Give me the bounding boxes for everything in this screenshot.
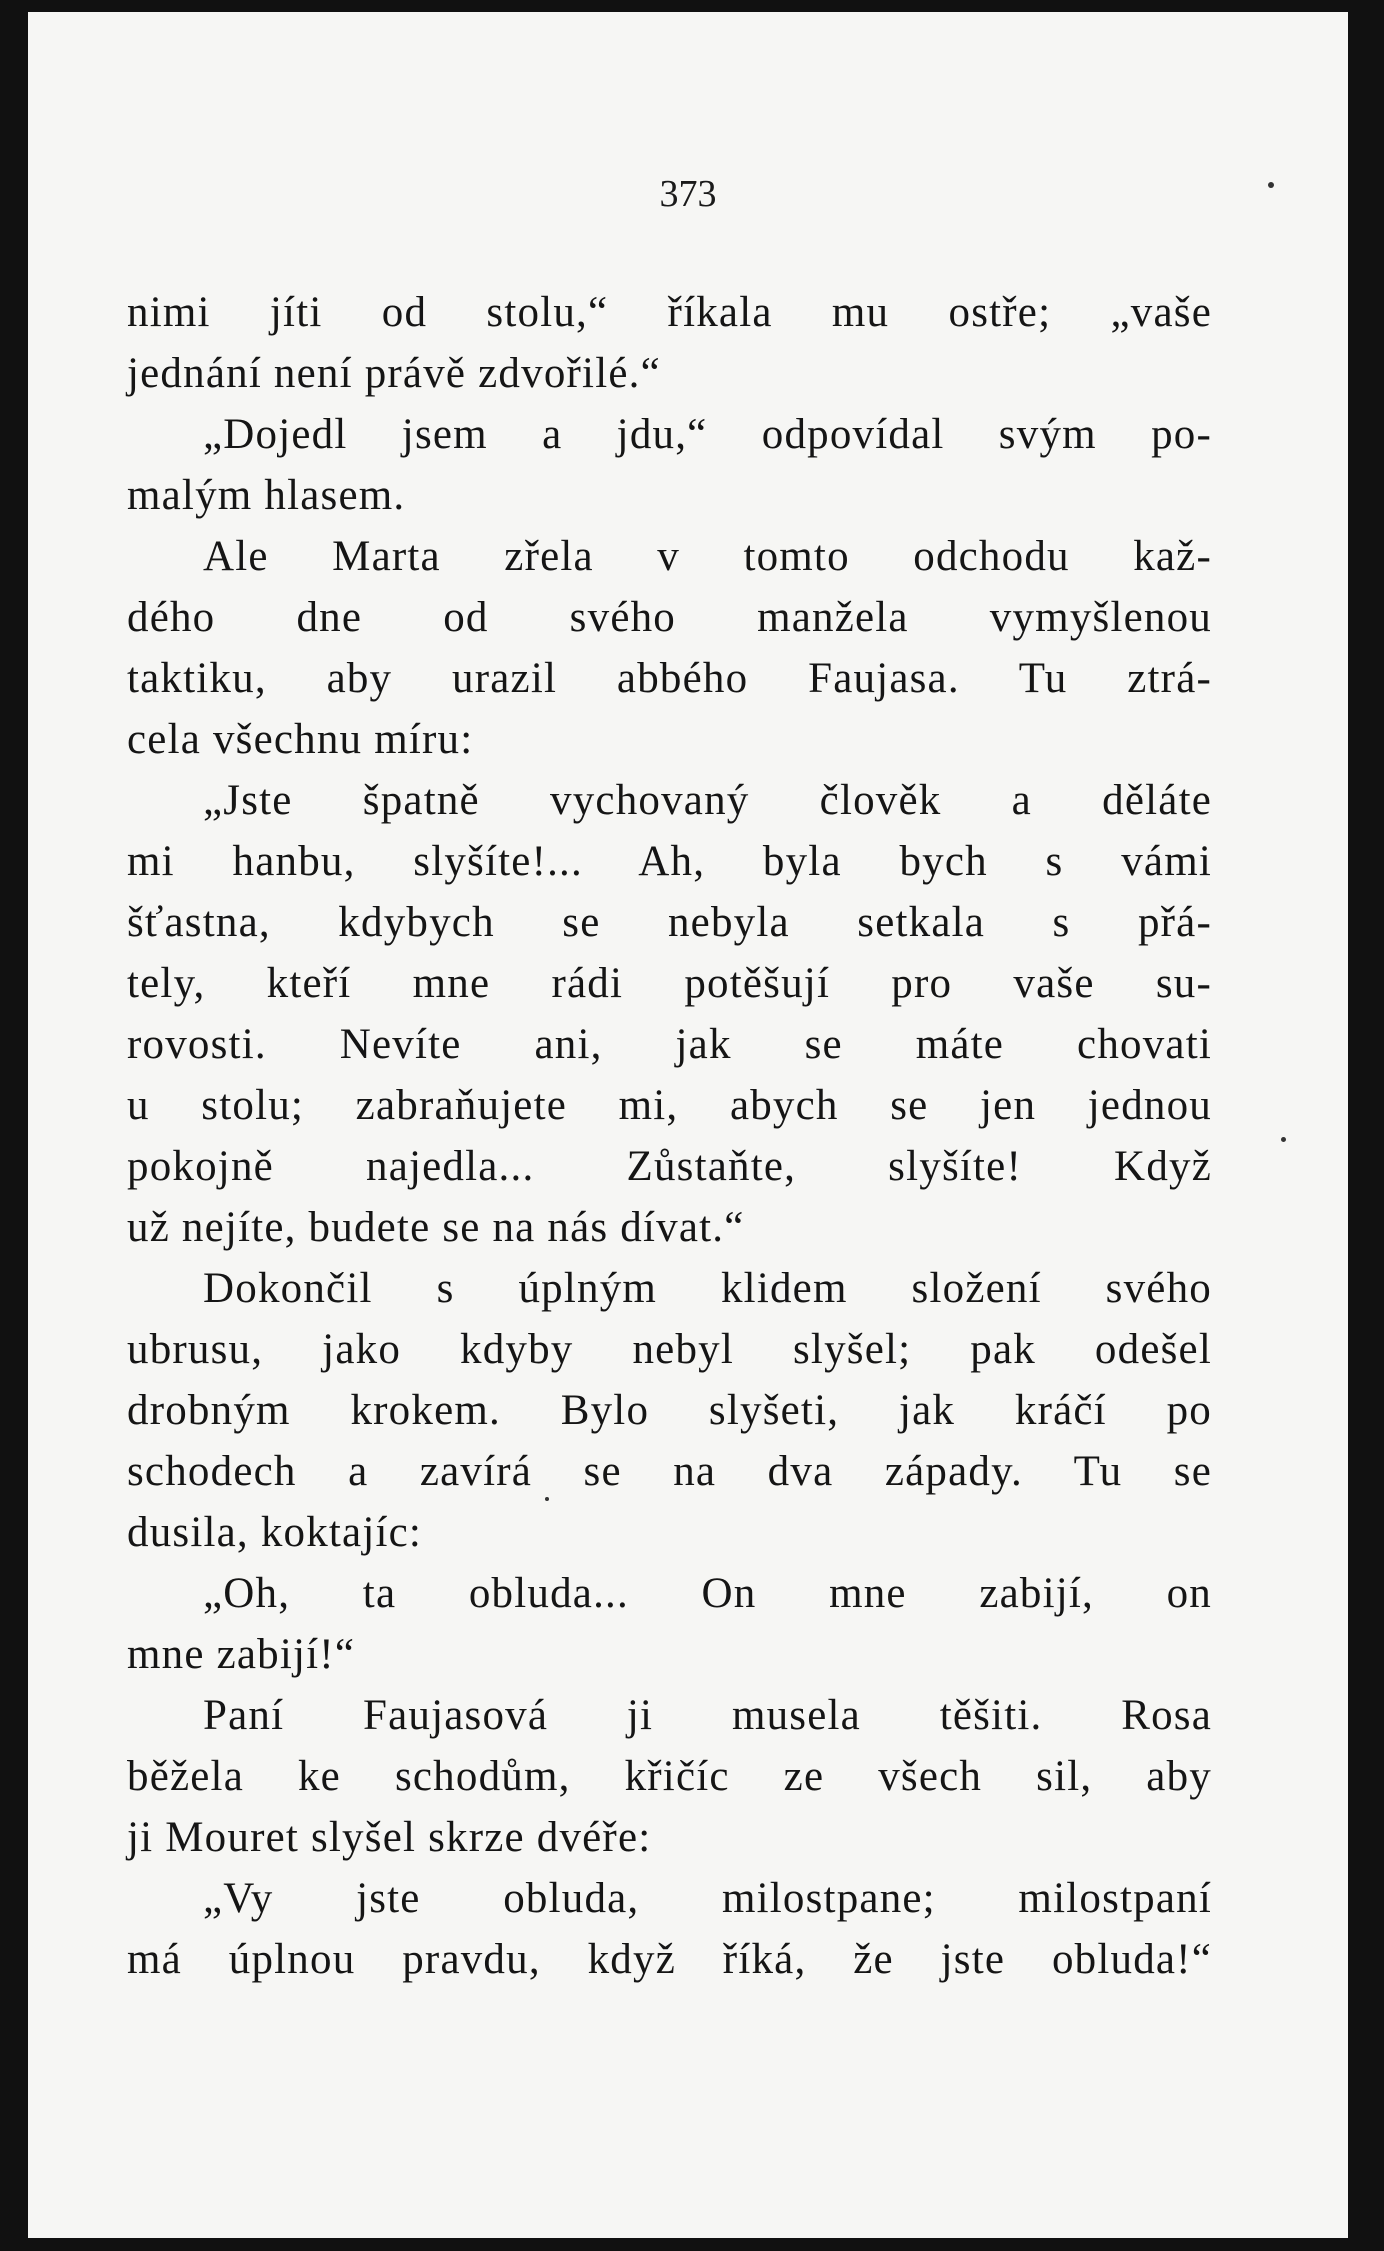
text-line: mi hanbu, slyšíte!... Ah, byla bych s vámi — [127, 838, 1212, 885]
text-line: malým hlasem. — [127, 472, 406, 519]
text-line: už nejíte, budete se na nás dívat.“ — [127, 1204, 745, 1251]
text-line: mne zabijí!“ — [127, 1631, 356, 1678]
text-line: „Vy jste obluda, milostpane; milostpaní — [203, 1875, 1212, 1922]
text-line: u stolu; zabraňujete mi, abych se jen jednou — [127, 1082, 1212, 1129]
text-line: Paní Faujasová ji musela těšiti. Rosa — [203, 1692, 1212, 1739]
text-line: ubrusu, jako kdyby nebyl slyšel; pak odešel — [127, 1326, 1212, 1373]
text-line: nimi jíti od stolu,“ říkala mu ostře; „vaše — [127, 289, 1212, 336]
text-line: pokojně najedla... Zůstaňte, slyšíte! Když — [127, 1143, 1212, 1190]
text-line: taktiku, aby urazil abbého Faujasa. Tu ztrá- — [127, 655, 1212, 702]
text-line: jednání není právě zdvořilé.“ — [127, 350, 661, 397]
text-line: Dokončil s úplným klidem složení svého — [203, 1265, 1212, 1312]
text-line: Ale Marta zřela v tomto odchodu kaž- — [203, 533, 1212, 580]
ink-speck — [1268, 182, 1274, 188]
book-page — [28, 12, 1348, 2238]
text-line: „Oh, ta obluda... On mne zabijí, on — [203, 1570, 1212, 1617]
page-number: 373 — [659, 173, 717, 215]
text-line: cela všechnu míru: — [127, 716, 474, 763]
text-line: šťastna, kdybych se nebyla setkala s přá- — [127, 899, 1212, 946]
text-line: má úplnou pravdu, když říká, že jste obluda!“ — [127, 1936, 1212, 1983]
body-text — [127, 282, 1212, 1990]
text-line: „Dojedl jsem a jdu,“ odpovídal svým po- — [203, 411, 1212, 458]
text-line: schodech a zavírá se na dva západy. Tu se — [127, 1448, 1212, 1495]
text-line: dusila, koktajíc: — [127, 1509, 423, 1556]
text-line: drobným krokem. Bylo slyšeti, jak kráčí po — [127, 1387, 1212, 1434]
text-line: tely, kteří mne rádi potěšují pro vaše su- — [127, 960, 1212, 1007]
text-line: běžela ke schodům, křičíc ze všech sil, aby — [127, 1753, 1212, 1800]
text-line: ji Mouret slyšel skrze dvéře: — [127, 1814, 652, 1861]
text-line: „Jste špatně vychovaný člověk a děláte — [203, 777, 1212, 824]
text-line: dého dne od svého manžela vymyšlenou — [127, 594, 1212, 641]
ink-speck — [1281, 1137, 1286, 1142]
text-line: rovosti. Nevíte ani, jak se máte chovati — [127, 1021, 1212, 1068]
